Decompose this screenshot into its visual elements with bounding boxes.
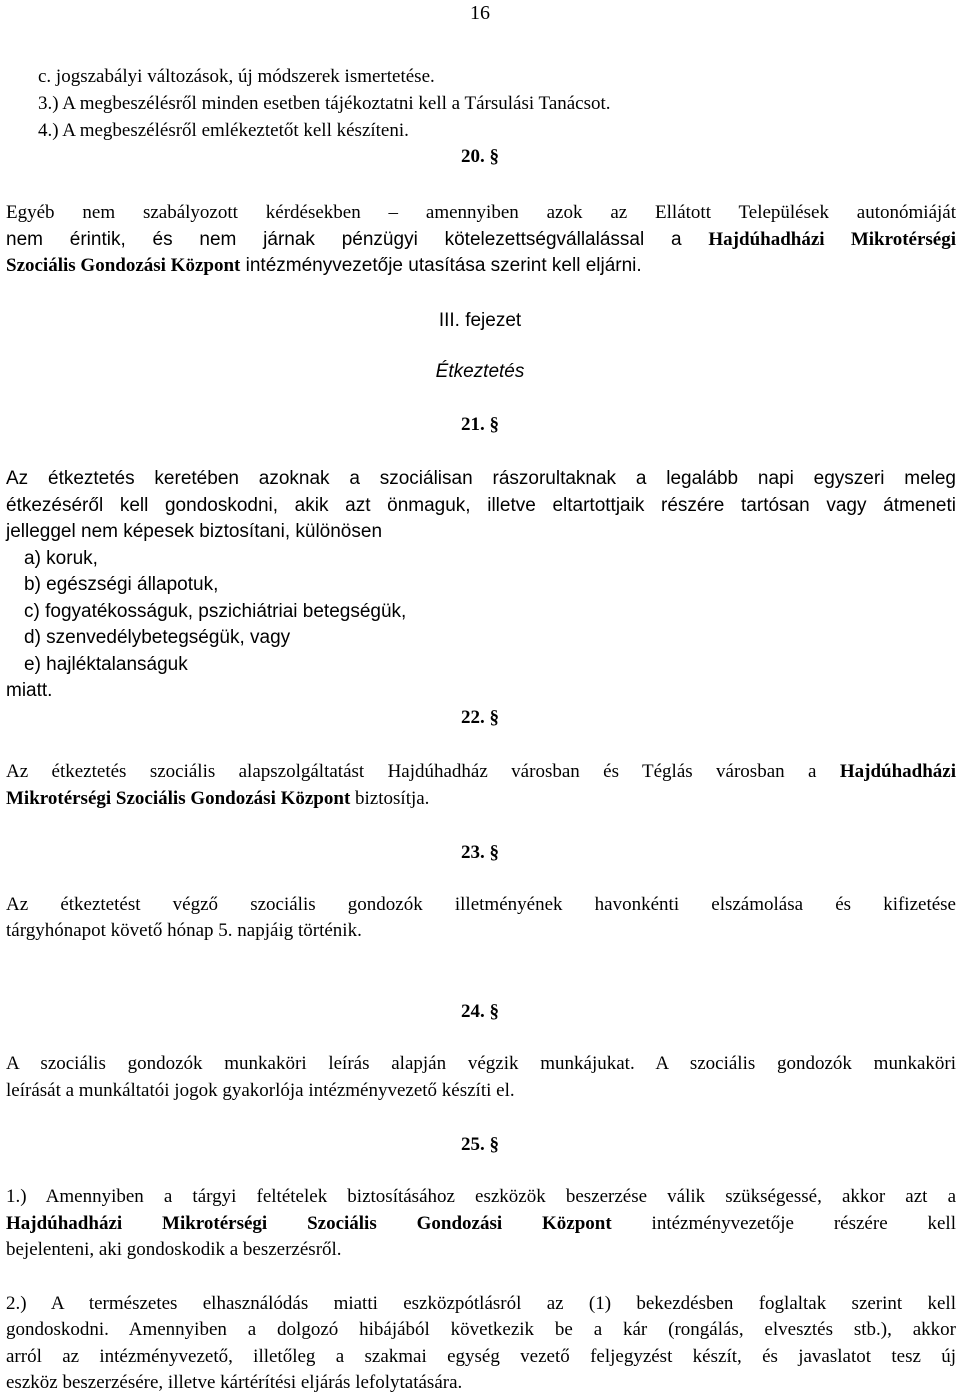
paragraph-line: Mikrotérségi Szociális Gondozási Központ biztosítja.: [6, 788, 430, 809]
section-heading-25: 25. §: [461, 1134, 499, 1155]
paragraph-line: bejelenteni, aki gondoskodik a beszerzésről.: [6, 1239, 342, 1260]
paragraph-line: jelleggel nem képesek biztosítani, különösen: [6, 521, 383, 542]
list-item: e) hajléktalanságuk: [24, 654, 188, 675]
list-item: 3.) A megbeszélésről minden esetben tájékoztatni kell a Társulási Tanácsot.: [38, 93, 611, 114]
section-heading-24: 24. §: [461, 1001, 499, 1022]
section-heading-22: 22. §: [461, 707, 499, 728]
section-heading-23: 23. §: [461, 842, 499, 863]
paragraph-line: nem érintik, és nem járnak pénzügyi kötelezettségvállalással a Hajdúhadházi Mikrotérségi: [6, 229, 956, 250]
paragraph-line: Az étkeztetés keretében azoknak a szociálisan rászorultaknak a legalább napi egyszeri meleg: [6, 468, 956, 489]
paragraph-line: Szociális Gondozási Központ intézményvezetője utasítása szerint kell eljárni.: [6, 255, 642, 276]
paragraph-line: A szociális gondozók munkaköri leírás alapján végzik munkájukat. A szociális gondozók munkaköri: [6, 1053, 956, 1074]
paragraph-line: arról az intézményvezető, illetőleg a szakmai egység vezető feljegyzést készít, és javaslatot tesz új: [6, 1346, 956, 1367]
section-heading-21: 21. §: [461, 414, 499, 435]
list-item: b) egészségi állapotuk,: [24, 574, 219, 595]
list-item: c) fogyatékosságuk, pszichiátriai betegségük,: [24, 601, 407, 622]
chapter-number: III. fejezet: [438, 310, 522, 331]
list-item: d) szenvedélybetegségük, vagy: [24, 627, 291, 648]
page-number: 16: [470, 2, 490, 24]
paragraph-line: gondoskodni. Amennyiben a dolgozó hibájából következik be a kár (rongálás, elvesztés stb.), akkor: [6, 1319, 956, 1340]
paragraph-line: tárgyhónapot követő hónap 5. napjáig történik.: [6, 920, 362, 941]
paragraph-line: étkezéséről kell gondoskodni, akik azt önmaguk, illetve eltartottjaik részére tartósan vagy átmeneti: [6, 495, 956, 516]
paragraph-line: Egyéb nem szabályozott kérdésekben – amennyiben azok az Ellátott Települések autonómiáját: [6, 202, 956, 223]
paragraph-line: Az étkeztetést végző szociális gondozók illetményének havonkénti elszámolása és kifizetése: [6, 894, 956, 915]
list-item: c. jogszabályi változások, új módszerek ismertetése.: [38, 66, 435, 87]
paragraph-line: 1.) Amennyiben a tárgyi feltételek biztosításához eszközök beszerzése válik szükségessé, akkor azt a: [6, 1186, 956, 1207]
paragraph-line: miatt.: [6, 680, 53, 701]
paragraph-line: Hajdúhadházi Mikrotérségi Szociális Gondozási Központ intézményvezetője részére kell: [6, 1213, 956, 1234]
paragraph-line: eszköz beszerzésére, illetve kártérítési eljárás lefolytatására.: [6, 1372, 463, 1393]
list-item: a) koruk,: [24, 548, 98, 569]
paragraph-line: 2.) A természetes elhasználódás miatti eszközpótlásról az (1) bekezdésben foglaltak szerint kell: [6, 1293, 956, 1314]
paragraph-line: Az étkeztetés szociális alapszolgáltatást Hajdúhadház városban és Téglás városban a Hajdúhadházi: [6, 761, 956, 782]
paragraph-line: leírását a munkáltatói jogok gyakorlója intézményvezető készíti el.: [6, 1080, 515, 1101]
chapter-title: Étkeztetés: [435, 361, 525, 382]
section-heading-20: 20. §: [461, 146, 499, 167]
list-item: 4.) A megbeszélésről emlékeztetőt kell készíteni.: [38, 120, 409, 141]
